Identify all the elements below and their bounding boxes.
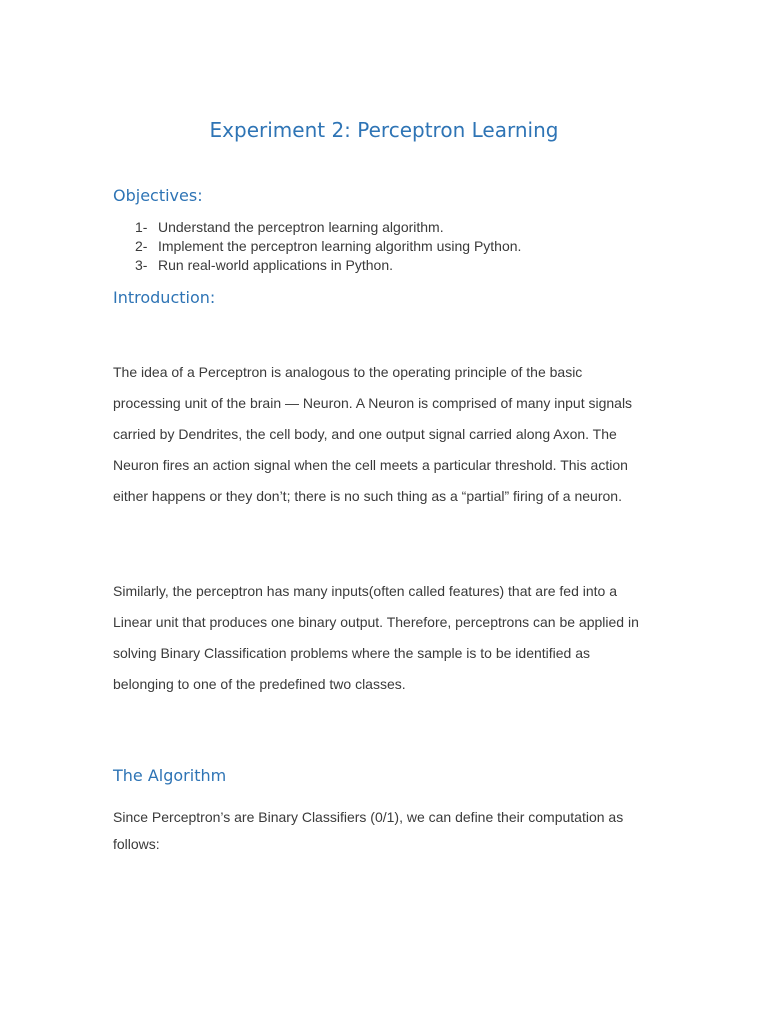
objectives-heading: Objectives: — [113, 186, 203, 205]
list-item — [135, 237, 521, 256]
list-item-text: Understand the perceptron learning algorithm. — [158, 219, 444, 235]
list-item — [135, 218, 521, 237]
objectives-list — [135, 218, 521, 275]
introduction-paragraph-2: Similarly, the perceptron has many inputs(often called features) that are fed into a Linear unit that produces one binary output. Therefore, perceptrons can be applied in solving Binary Classification problems where the sample is to be identified as belonging to one of the predefined two classes. — [113, 583, 639, 692]
list-item-number: 2- — [135, 238, 148, 254]
list-item-text: Run real-world applications in Python. — [158, 257, 394, 273]
list-item-number: 1- — [135, 219, 148, 235]
list-item-text: Implement the perceptron learning algorithm using Python. — [158, 238, 522, 254]
introduction-heading: Introduction: — [113, 288, 216, 307]
introduction-paragraph-1: The idea of a Perceptron is analogous to the operating principle of the basic processing unit of the brain — Neuron. A Neuron is comprised of many input signals carried by Dendrites, the cell body, and one output signal carried along Axon. The Neuron fires an action signal when the cell meets a particular threshold. This action either happens or they don’t; there is no such thing as a “partial” firing of a neuron. — [113, 364, 633, 504]
list-item — [135, 256, 521, 275]
list-item-number: 3- — [135, 257, 148, 273]
algorithm-heading: The Algorithm — [113, 766, 227, 785]
document-title: Experiment 2: Perceptron Learning — [209, 118, 559, 142]
algorithm-paragraph: Since Perceptron’s are Binary Classifiers (0/1), we can define their computation as follows: — [113, 809, 624, 852]
